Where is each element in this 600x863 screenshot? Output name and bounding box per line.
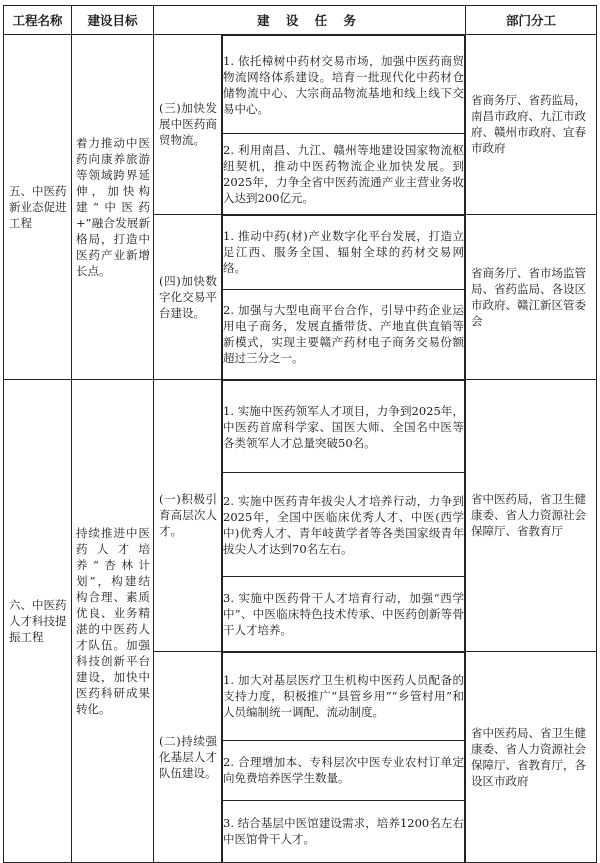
header-project: 工程名称	[4, 6, 72, 35]
header-tasks: 建 设 任 务	[154, 6, 466, 35]
subtask-title: (三)加快发展中医药商贸物流。	[154, 35, 222, 215]
task-list	[222, 35, 466, 215]
task-item: 2. 利用南昌、九江、赣州等地建设国家物流枢纽契机，推动中医药物流企业加快发展。到2025年，力争全省中医药流通产业主营业务收入达到200亿元。	[223, 134, 465, 214]
task-item: 1. 加大对基层医疗卫生机构中医药人员配备的支持力度，积极推广“县管乡用”“乡管村用”和人员编制统一调配、流动制度。	[223, 652, 465, 740]
subtask-title: (一)积极引育高层次人才。	[154, 380, 222, 652]
task-item: 2. 加强与大型电商平台合作，引导中药企业运用电子商务，发展直播带货、产地直供直销等新模式，实现主要赣产药材电子商务交易份额超过三分之一。	[223, 289, 465, 379]
task-item: 2. 合理增加本、专科层次中医专业农村订单定向免费培养医学生数量。	[223, 740, 465, 800]
task-item: 3. 实施中医药骨干人才培育行动，加强“西学中”、中医临床特色技术传承、中医药创新等骨干人才培养。	[223, 577, 465, 651]
subtask-title: (四)加快数字化交易平台建设。	[154, 214, 222, 380]
subtask-title: (二)持续强化基层人才队伍建设。	[154, 651, 222, 863]
task-item: 1. 实施中医药领军人才项目，力争到2025年，中医药首席科学家、国医大师、全国名中医等各类领军人才总量突破50名。	[223, 381, 465, 473]
task-list	[222, 380, 466, 652]
dept-cell: 省中医药局，省卫生健康委、省人力资源社会保障厅、省教育厅	[466, 380, 597, 652]
task-list	[222, 651, 466, 863]
table-row	[4, 35, 597, 215]
header-dept: 部门分工	[466, 6, 597, 35]
task-item: 1. 依托樟树中药材交易市场，加强中医药商贸物流网络体系建设。培育一批现代化中药材仓储物流中心、大宗商品物流基地和线上线下交易中心。	[223, 36, 465, 134]
dept-cell: 省中医药局、省卫生健康委、省人力资源社会保障厅、省教育厅，各设区市政府	[466, 651, 597, 863]
plan-table	[3, 5, 597, 863]
project-goal-5: 着力推动中医药向康养旅游等领域跨界延伸，加快构建“中医药+”融合发展新格局，打造中医药产业新增长点。	[72, 35, 154, 380]
header-row	[4, 6, 597, 35]
project-name-6: 六、中医药人才科技提振工程	[4, 380, 72, 863]
project-name-5: 五、中医药新业态促进工程	[4, 35, 72, 380]
task-item: 1. 推动中药(材)产业数字化平台发展，打造立足江西、服务全国、辐射全球的药材交易网络。	[223, 215, 465, 289]
task-item: 2. 实施中医药青年拔尖人才培养行动，力争到2025年，全国中医临床优秀人才、中医(西学中)优秀人才、青年岐黄学者等各类国家级青年拔尖人才达到70名左右。	[223, 473, 465, 577]
dept-cell: 省商务厅、省药监局，南昌市政府、九江市政府、赣州市政府、宜春市政府	[466, 35, 597, 215]
project-goal-6: 持续推进中医药人才培养“杏林计划”，构建结构合理、素质优良、业务精湛的中医药人才队伍。加强科技创新平台建设，加快中医药科研成果转化。	[72, 380, 154, 863]
header-goal: 建设目标	[72, 6, 154, 35]
task-item: 3. 结合基层中医馆建设需求，培养1200名左右中医馆骨干人才。	[223, 800, 465, 862]
task-list	[222, 214, 466, 380]
dept-cell: 省商务厅、省市场监管局、省药监局、各设区市政府、赣江新区管委会	[466, 214, 597, 380]
table-row	[4, 380, 597, 652]
